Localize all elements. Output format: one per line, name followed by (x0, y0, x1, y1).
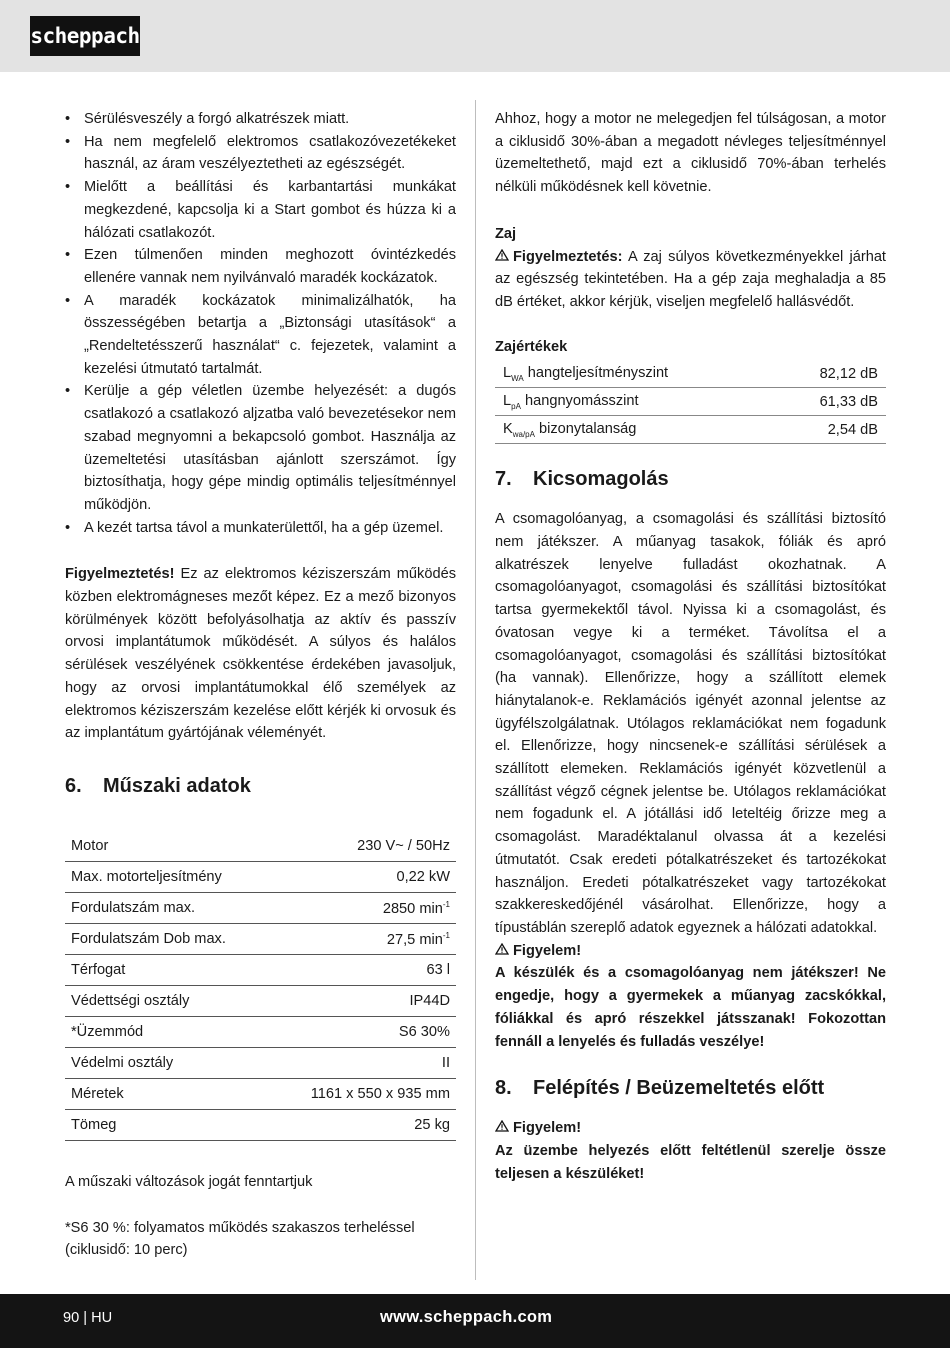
spec-value-text: 1161 x 550 x 935 mm (310, 1085, 450, 1102)
left-column (65, 108, 456, 1262)
section-heading-6 (65, 773, 456, 799)
table-row (65, 892, 456, 923)
unpacking-attention (495, 940, 886, 963)
noise-symbol-subscript: WA (511, 373, 524, 383)
list-item: • A maradék kockázatok minimalizálhatók, ha összességében betartja a „Biztonsági utasítások“ a „Rendeltetésszerű használat“ c. fejezetek, valamint a kezelési útmutató tartalmát. (65, 290, 456, 381)
spec-value-text: 0,22 kW (396, 868, 450, 885)
warning-triangle-icon (495, 246, 509, 269)
spec-value (270, 985, 456, 1016)
setup-attention (495, 1117, 886, 1140)
noise-label-text: hangteljesítményszint (523, 364, 669, 381)
noise-warning-label: Figyelmeztetés: (513, 248, 623, 265)
noise-symbol: L (503, 392, 512, 409)
noise-heading: Zaj (495, 225, 517, 242)
spec-label: *Üzemmód (65, 1016, 270, 1047)
noise-symbol: K (503, 420, 513, 437)
table-row (65, 954, 456, 985)
specs-table (65, 831, 456, 1141)
spec-value (270, 1047, 456, 1078)
section-title: Műszaki adatok (103, 774, 251, 797)
section-title: Felépítés / Beüzemeltetés előtt (533, 1077, 825, 1100)
noise-symbol-subscript: pA (511, 401, 521, 411)
table-row (495, 388, 886, 416)
spec-label: Védettségi osztály (65, 985, 270, 1016)
noise-warning-text: A zaj súlyos következményekkel járhat az egészség tekintetében. Ha a gép zaja meghaladja a 85 dB értéket, akkor kérjük, viseljen megfelelő hallásvédőt. (495, 248, 886, 310)
table-row (65, 1109, 456, 1140)
website-link[interactable]: www.scheppach.com (380, 1308, 553, 1326)
footer-bar (0, 1294, 950, 1348)
list-item: • A kezét tartsa távol a munkaterülettől, ha a gép üzemel. (65, 517, 456, 540)
section-number: 8. (495, 1077, 512, 1100)
noise-value: 2,54 dB (772, 416, 886, 444)
spec-label: Méretek (65, 1078, 270, 1109)
noise-label-text: hangnyomásszint (520, 392, 639, 409)
risk-bullet-list (65, 108, 456, 539)
noise-values-table (495, 360, 886, 444)
section-title: Kicsomagolás (533, 468, 669, 491)
noise-label (495, 360, 772, 388)
right-column (495, 108, 886, 1185)
noise-symbol-subscript: wa/pA (512, 429, 535, 439)
noise-label (495, 416, 772, 444)
spec-value-text: 63 l (426, 961, 450, 978)
spec-value-text: 230 V~ / 50Hz (357, 837, 450, 854)
section-heading-7 (495, 466, 886, 492)
spec-label: Tömeg (65, 1109, 270, 1140)
spec-value (270, 923, 456, 954)
spec-value (270, 892, 456, 923)
spec-label: Védelmi osztály (65, 1047, 270, 1078)
unpacking-paragraph: A csomagolóanyag, a csomagolási és szállítási biztosító nem játékszer. A műanyag tasakok, fóliák és apró alkatrészek lenyelve fulladást okozhatnak. A csomagolóanyagot, csomagolási és szállítási biztosítókat tartsa gyermekektől távol. Nyissa ki a csomagolást, és óvatosan vegye ki a terméket. Távolítsa el a csomagolóanyagot, csomagolási és szállítási biztosítókat (ha vannak). Ellenőrizze, hogy a szállított elemek hiánytalanok-e. Reklamációs igényét azonnal jelentse az ügyfélszolgálatnak. Utólagos reklamációkat nem fogadunk el. Ellenőrizze, hogy nincsenek-e szállítási sérülések a szállított elemeken. Reklamációs igényét közvetlenül a szállítást végző cégnek jelentse be. Utólagos reklamációkat nem fogadunk el. A jótállási idő leteltéig őrizze meg a csomagolást. Maradéktalanul olvassa át a kezelési útmutatót. Csak eredeti pótalkatrészeket és tartozékokat használjon. Eredeti pótalkatrészeket vagy tartozékokat szakkereskedőjénél vásárolhat. Ellenőrizze, hogy a típustáblán szereplő adatok egyeznek a hálózati adatokkal. (495, 511, 886, 936)
spec-value (270, 1109, 456, 1140)
spec-label: Motor (65, 831, 270, 862)
table-row (65, 831, 456, 862)
spec-value-text: S6 30% (398, 1023, 450, 1040)
unpacking-warning: A készülék és a csomagolóanyag nem játékszer! Ne engedje, hogy a gyermekek a műanyag zacskókkal, fóliákkal és apró részekkel játsszanak! Fokozottan fennáll a lenyelés és fulladás veszélye! (495, 965, 886, 1050)
warning-text: Ez az elektromos kéziszerszám működés közben elektromágneses mezőt képez. Ez a mező bizonyos körülmények között befolyásolhatja az aktív és passzív orvosi implantátumok működését. A súlyos és halálos sérülések veszélyének csökkentése érdekében javasoljuk, hogy az orvosi implantátumokkal élő személyek az elektromos kéziszerszám kezelése előtt kérjék ki orvosuk és az implantátum gyártójának véleményét. (65, 566, 456, 742)
section-number: 7. (495, 468, 512, 491)
spec-value-text: II (441, 1054, 450, 1071)
noise-values-heading: Zajértékek (495, 338, 568, 355)
spec-value (270, 1078, 456, 1109)
noise-value: 61,33 dB (772, 388, 886, 416)
spec-value-text: 2850 min (382, 900, 443, 917)
duty-cycle-paragraph: Ahhoz, hogy a motor ne melegedjen fel túlságosan, a motor a ciklusidő 30%-ában a megadott névleges teljesítménnyel üzemeltethető, majd ezt a ciklusidő 70%-ában terhelés nélküli működésnek kell követnie. (495, 111, 886, 196)
spec-unit-exponent: -1 (442, 899, 450, 909)
spec-label: Max. motorteljesítmény (65, 861, 270, 892)
table-row (495, 416, 886, 444)
list-item: • Ezen túlmenően minden meghozott óvintézkedés ellenére vannak nem nyilvánvaló maradék kockázatok. (65, 244, 456, 289)
setup-warning: Az üzembe helyezés előtt feltétlenül szerelje össze teljesen a készüléket! (495, 1142, 886, 1182)
attention-label: Figyelem! (513, 1120, 582, 1137)
table-row (65, 861, 456, 892)
table-row (65, 985, 456, 1016)
table-row (65, 1047, 456, 1078)
section-number: 6. (65, 774, 82, 797)
spec-value (270, 1016, 456, 1047)
spec-value (270, 954, 456, 985)
list-item: • Sérülésveszély a forgó alkatrészek miatt. (65, 108, 456, 131)
spec-label: Fordulatszám Dob max. (65, 923, 270, 954)
warning-triangle-icon (495, 1117, 509, 1140)
table-row (65, 1016, 456, 1047)
spec-value-text: IP44D (409, 992, 450, 1009)
noise-label-text: bizonytalanság (534, 420, 637, 437)
spec-value-text: 27,5 min (386, 931, 443, 948)
spec-unit-exponent: -1 (442, 930, 450, 940)
list-item: • Kerülje a gép véletlen üzembe helyezését: a dugós csatlakozó a csatlakozó aljzatba való bevezetésekor nem szabad megnyomni a bekapcsoló gombot. Használja az üzemeltetési utasításban ajánlott szerszámot. Így biztosíthatja, hogy gépe mindig optimális teljesítménnyel működjön. (65, 380, 456, 516)
attention-label: Figyelem! (513, 942, 582, 959)
noise-symbol: L (503, 364, 512, 381)
table-row (495, 360, 886, 388)
noise-label (495, 388, 772, 416)
table-row (65, 1078, 456, 1109)
noise-warning-paragraph (495, 246, 886, 314)
section-heading-8 (495, 1075, 886, 1101)
warning-label: Figyelmeztetés! (65, 566, 175, 583)
brand-logo: scheppach (30, 16, 140, 56)
noise-value: 82,12 dB (772, 360, 886, 388)
changes-note: A műszaki változások jogát fenntartjuk (65, 1173, 313, 1190)
column-divider (475, 100, 476, 1280)
header-bar (0, 0, 950, 72)
spec-value (270, 861, 456, 892)
duty-footnote: *S6 30 %: folyamatos működés szakaszos terheléssel (ciklusidő: 10 perc) (65, 1219, 415, 1259)
warning-triangle-icon (495, 940, 509, 963)
page-number: 90 | HU (63, 1310, 113, 1326)
spec-value (270, 831, 456, 862)
spec-value-text: 25 kg (414, 1116, 450, 1133)
list-item: • Mielőtt a beállítási és karbantartási munkákat megkezdené, kapcsolja ki a Start gombot és húzza ki a hálózati csatlakozót. (65, 176, 456, 244)
spec-label: Térfogat (65, 954, 270, 985)
spec-label: Fordulatszám max. (65, 892, 270, 923)
emf-warning-paragraph (65, 563, 456, 745)
list-item: • Ha nem megfelelő elektromos csatlakozóvezetékeket használ, az áram veszélyeztetheti az egészségét. (65, 131, 456, 176)
table-row (65, 923, 456, 954)
